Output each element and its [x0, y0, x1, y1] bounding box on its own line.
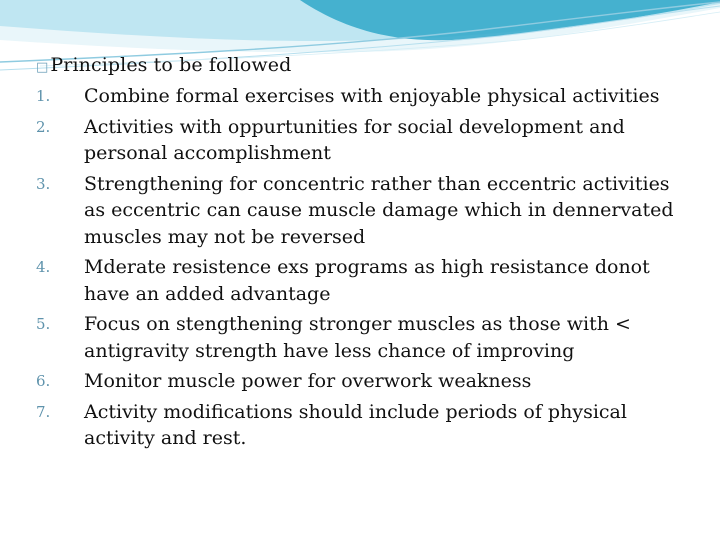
heading-text: Principles to be followed	[50, 54, 292, 76]
list-item-number: 4.	[36, 258, 51, 276]
list-item-number: 5.	[36, 315, 51, 333]
list-item	[36, 368, 686, 395]
list-item-number: 2.	[36, 117, 51, 136]
slide-heading	[36, 52, 686, 81]
list-item-number: 7.	[36, 402, 51, 421]
principles-list	[36, 83, 686, 452]
list-item-text: Strengthening for concentric rather than eccentric activities as eccentric can cause muscle damage which in dennervated muscles may not be reversed	[84, 172, 674, 248]
list-item	[36, 311, 686, 364]
content-area	[36, 52, 686, 456]
list-item	[36, 83, 686, 110]
list-item	[36, 114, 686, 167]
list-item-number: 1.	[36, 87, 51, 105]
list-item-text: Monitor muscle power for overwork weakness	[84, 370, 532, 392]
heading-bullet-icon: □	[36, 60, 49, 75]
list-item-number: 3.	[36, 174, 51, 193]
list-item	[36, 254, 686, 307]
list-item-number: 6.	[36, 372, 51, 390]
list-item	[36, 171, 686, 251]
list-item	[36, 399, 686, 452]
list-item-text: Focus on stengthening stronger muscles as those with < antigravity strength have less chance of improving	[84, 313, 631, 362]
list-item-text: Activity modifications should include periods of physical activity and rest.	[84, 400, 627, 449]
list-item-text: Mderate resistence exs programs as high resistance donot have an added advantage	[84, 256, 650, 305]
list-item-text: Activities with oppurtunities for social development and personal accomplishment	[84, 115, 625, 164]
list-item-text: Combine formal exercises with enjoyable physical activities	[84, 85, 660, 107]
